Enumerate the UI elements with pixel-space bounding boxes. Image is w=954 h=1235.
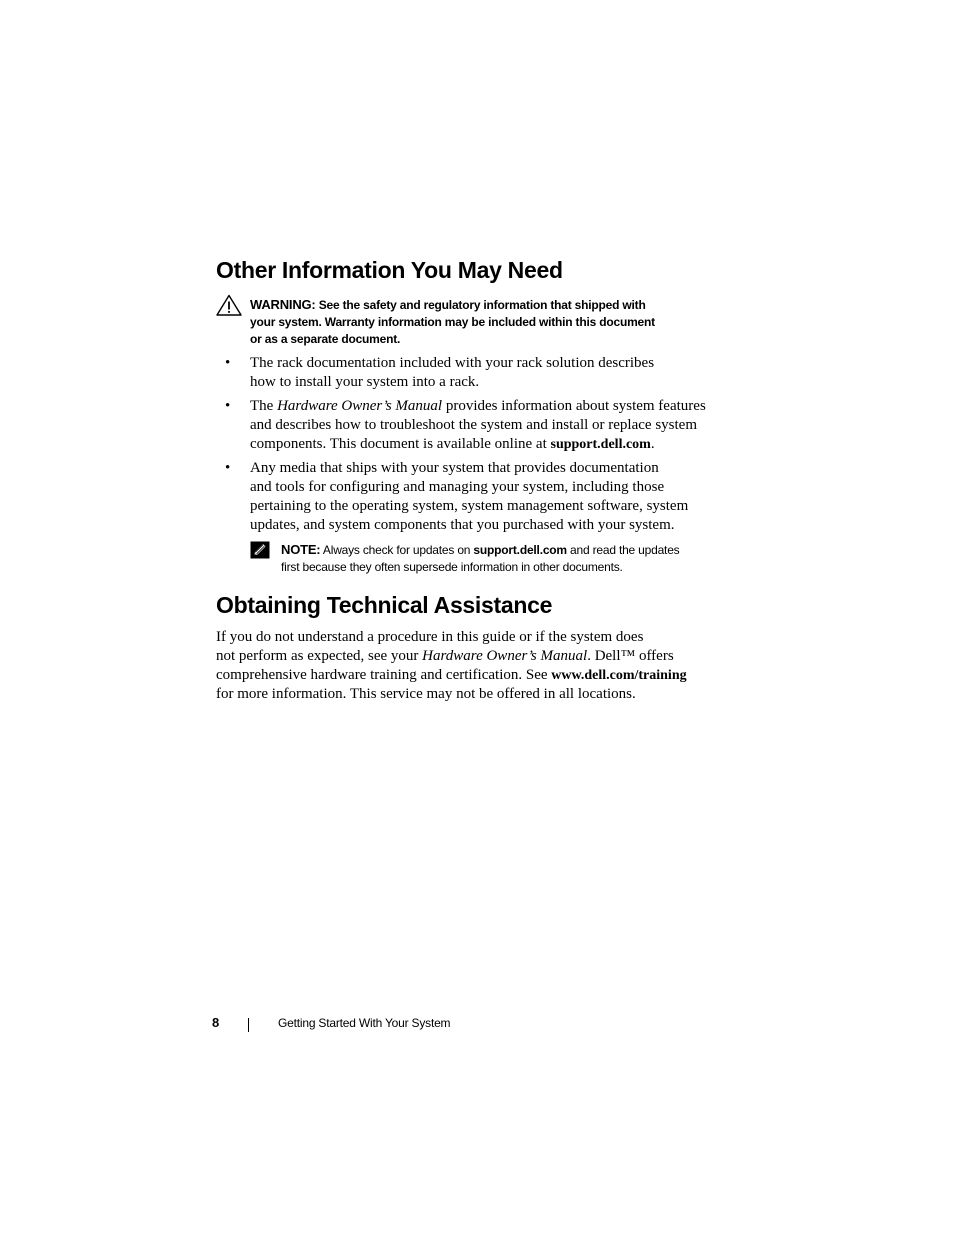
pencil-note-icon: [250, 541, 270, 559]
bullet-dot: •: [225, 355, 231, 371]
warning-line-2: your system. Warranty information may be included within this document: [250, 315, 655, 329]
page-number: 8: [212, 1015, 220, 1030]
note-label: NOTE:: [281, 542, 321, 557]
manual-title: Hardware Owner’s Manual: [277, 398, 443, 414]
bullet-dot: •: [225, 398, 231, 414]
support-link: support.dell.com: [550, 437, 651, 452]
section-heading-technical-assistance: Obtaining Technical Assistance: [216, 592, 553, 618]
bullet-list: [216, 354, 736, 540]
technical-assistance-paragraph: If you do not understand a procedure in this guide or if the system does not perform as expected, see your Hardware Owner’s Manual. Dell™ offers comprehensive hardware training and certification. See www.dell.com/training for more information. This service may not be offered in all locations.: [216, 629, 687, 702]
warning-line-1: WARNING: See the safety and regulatory information that shipped with: [250, 297, 646, 312]
footer-title: Getting Started With Your System: [278, 1016, 451, 1030]
training-link: www.dell.com/training: [551, 668, 687, 683]
page-footer: [0, 1015, 954, 1035]
list-item: • Any media that ships with your system that provides documentation and tools for configuring and managing your system, including those pertaining to the operating system, system management software, system updates, and system components that you purchased with your system.: [225, 460, 689, 533]
bullet-dot: •: [225, 460, 231, 476]
warning-text: [250, 296, 710, 348]
warning-line-3: or as a separate document.: [250, 332, 401, 346]
section-heading-other-information: Other Information You May Need: [216, 257, 563, 283]
warning-label: WARNING:: [250, 297, 316, 312]
manual-title: Hardware Owner’s Manual: [422, 648, 588, 664]
list-item: • The rack documentation included with your rack solution describes how to install your system into a rack.: [225, 355, 655, 390]
support-link: support.dell.com: [473, 543, 567, 557]
list-item: • The Hardware Owner’s Manual provides information about system features and describes how to troubleshoot the system and install or replace system components. This document is available online at support.dell.com.: [225, 398, 706, 452]
footer-divider: [248, 1018, 249, 1032]
note-text: NOTE: Always check for updates on support.dell.com and read the updates first because they often supersede information in other documents.: [281, 542, 680, 574]
warning-triangle-icon: [216, 294, 242, 316]
